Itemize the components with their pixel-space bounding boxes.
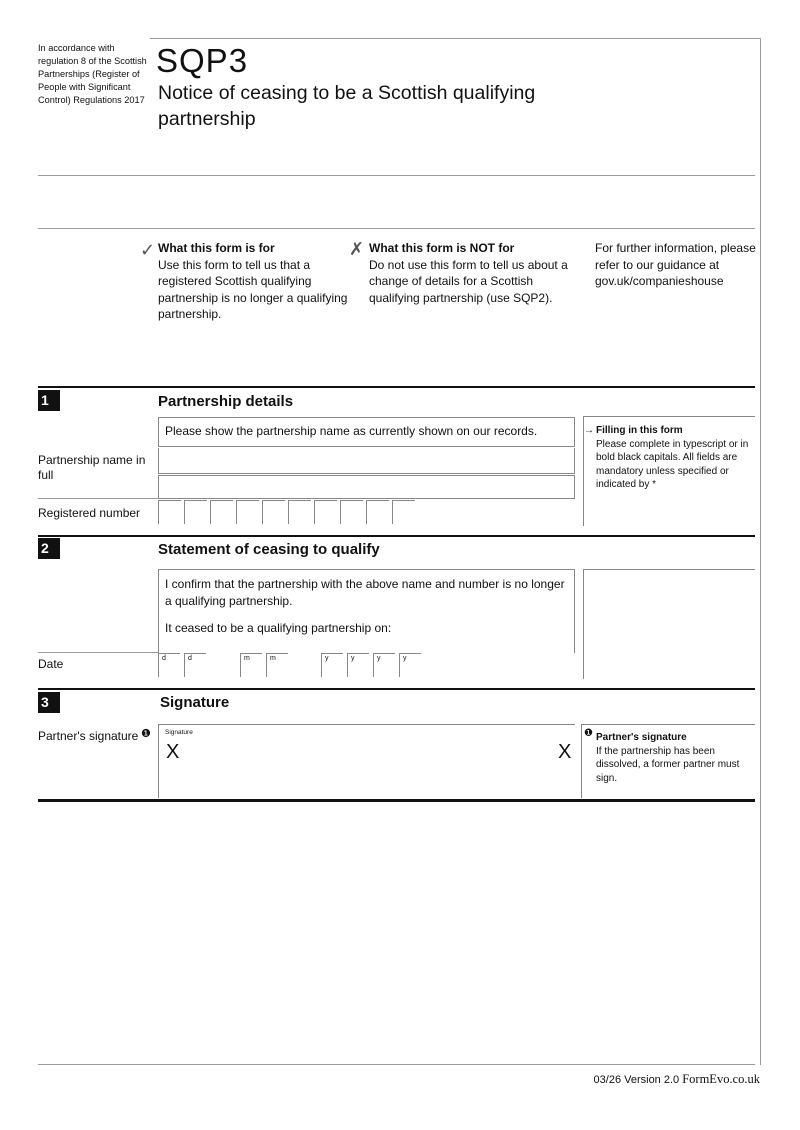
- digit-box[interactable]: [392, 500, 415, 524]
- footer: [594, 1072, 760, 1087]
- digit-box[interactable]: [236, 500, 259, 524]
- digit-box[interactable]: [158, 500, 181, 524]
- digit-box[interactable]: [210, 500, 233, 524]
- date-year-box[interactable]: y: [321, 653, 343, 677]
- instruction-box: [158, 417, 575, 447]
- info-for-heading: What this form is for: [158, 241, 275, 255]
- date-month-box[interactable]: m: [240, 653, 262, 677]
- section-2-number: 2: [38, 538, 60, 559]
- date-year-box[interactable]: y: [399, 653, 421, 677]
- ceased-text: It ceased to be a qualifying partnership on:: [165, 621, 392, 635]
- page-border-right: [760, 38, 761, 1065]
- partnership-name-label: Partnership name in full: [38, 453, 146, 482]
- divider: [38, 652, 158, 653]
- side-note: [596, 424, 756, 492]
- digit-box[interactable]: [314, 500, 337, 524]
- info-for-text: Use this form to tell us that a registered Scottish qualifying partnership is no longer a qualifying partnership.: [158, 257, 348, 321]
- section-divider: [38, 386, 755, 388]
- side-note-text: Please complete in typescript or in bold black capitals. All fields are mandatory unless specified or indicated by *: [596, 438, 749, 490]
- signature-x-mark: X: [558, 741, 572, 763]
- date-month-box[interactable]: m: [266, 653, 288, 677]
- signature-note: [596, 731, 759, 785]
- confirm-text: I confirm that the partnership with the above name and number is no longer a qualifying partnership.: [165, 577, 565, 608]
- check-icon: ✓: [140, 240, 156, 260]
- partnership-name-field-2[interactable]: [158, 475, 575, 499]
- info-not-for-text: Do not use this form to tell us about a change of details for a Scottish qualifying partnership (use SQP2).: [369, 257, 568, 305]
- section-3-number: 3: [38, 692, 60, 713]
- signature-note-heading: Partner's signature: [596, 732, 687, 743]
- digit-box[interactable]: [262, 500, 285, 524]
- side-note-box: [583, 569, 755, 679]
- instruction-text: Please show the partnership name as currently shown on our records.: [165, 424, 538, 438]
- date-year-box[interactable]: y: [373, 653, 395, 677]
- partnership-name-field-1[interactable]: [158, 448, 575, 474]
- page-border-top: [150, 38, 760, 39]
- form-code: SQP3: [156, 42, 249, 79]
- section-2-title: Statement of ceasing to qualify: [158, 541, 380, 558]
- digit-box[interactable]: [340, 500, 363, 524]
- footer-divider: [38, 1064, 755, 1065]
- info-marker-icon: ❶: [584, 728, 593, 739]
- footer-version: 03/26 Version 2.0: [593, 1074, 680, 1086]
- footer-brand: FormEvo.co.uk: [682, 1072, 760, 1086]
- signature-x-mark: X: [166, 741, 180, 763]
- regulation-text: In accordance with regulation 8 of the Scottish Partnerships (Register of People with Significant Control) Regulations 2017: [38, 43, 147, 105]
- divider: [38, 498, 158, 499]
- info-marker-icon: ❶: [141, 728, 151, 740]
- divider: [38, 175, 755, 176]
- divider: [38, 228, 755, 229]
- section-1-number: 1: [38, 390, 60, 411]
- info-not-for-heading: What this form is NOT for: [369, 241, 515, 255]
- section-3-title: Signature: [160, 694, 230, 711]
- date-year-box[interactable]: y: [347, 653, 369, 677]
- side-note-heading: Filling in this form: [596, 425, 683, 436]
- info-not-for: [369, 240, 569, 306]
- partner-signature-label: Partner's signature: [38, 729, 139, 743]
- signature-box[interactable]: [158, 724, 575, 798]
- signature-note-text: If the partnership has been dissolved, a former partner must sign.: [596, 745, 740, 784]
- signature-box-label: Signature: [165, 729, 193, 736]
- info-for: [158, 240, 348, 323]
- cross-icon: ✗: [349, 239, 365, 259]
- section-end-bar: [38, 799, 755, 802]
- digit-box[interactable]: [288, 500, 311, 524]
- arrow-icon: →: [584, 425, 594, 436]
- form-title: Notice of ceasing to be a Scottish qualifying partnership: [158, 82, 536, 130]
- date-label: Date: [38, 657, 64, 671]
- further-info-text: For further information, please refer to our guidance at gov.uk/companieshouse: [595, 241, 756, 288]
- digit-box[interactable]: [184, 500, 207, 524]
- section-1-title: Partnership details: [158, 393, 294, 410]
- section-divider: [38, 688, 755, 690]
- date-day-box[interactable]: d: [184, 653, 206, 677]
- section-divider: [38, 535, 755, 537]
- digit-box[interactable]: [366, 500, 389, 524]
- registered-number-label: Registered number: [38, 506, 141, 520]
- statement-box: [158, 569, 575, 653]
- date-day-box[interactable]: d: [158, 653, 180, 677]
